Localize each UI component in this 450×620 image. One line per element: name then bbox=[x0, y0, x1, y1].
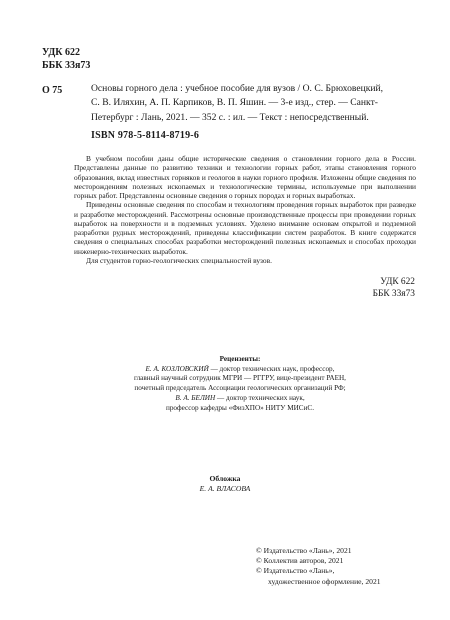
udk-code: УДК 622 bbox=[42, 47, 80, 58]
copyright-line-2: © Коллектив авторов, 2021 bbox=[256, 556, 344, 566]
copyright-line-4: художественное оформление, 2021 bbox=[268, 576, 381, 586]
reviewer-2-title: — доктор технических наук, bbox=[215, 393, 305, 402]
reviewers-block bbox=[65, 355, 415, 413]
udk-code-repeat: УДК 622 bbox=[380, 277, 415, 287]
reviewer-2-line-2: профессор кафедры «ФизХПО» НИТУ МИСиС. bbox=[165, 403, 315, 412]
bib-line-3: Петербург : Лань, 2021. — 352 с. : ил. — Текст : непосредственный. bbox=[91, 111, 369, 123]
classification-block bbox=[42, 46, 90, 72]
cover-credit bbox=[125, 474, 325, 493]
bib-line-2: С. В. Иляхин, А. П. Карпиков, В. П. Яшин. — 3-е изд., стер. — Санкт- bbox=[91, 97, 378, 109]
reviewer-2-name: В. А. БЕЛИН bbox=[175, 393, 216, 402]
annotation bbox=[74, 154, 416, 265]
annotation-paragraph-2: Приведены основные сведения по способам и технологиям проведения горных выработок при разведке и разработке месторождений. Рассмотрены основные производственные процессы при проведении горных выработок на поверхности и в подземных условиях. Уделено внимание основам открытой и подземной разработки рудных месторождений, приведены классификации систем разработок. В книге содержатся сведения о специальных способах разработки месторождений полезных ископаемых и способах проходки инженерно-технических выработок. bbox=[74, 200, 416, 256]
reviewer-1-name: Е. А. КОЗЛОВСКИЙ bbox=[145, 364, 209, 373]
copyright-line-3: © Издательство «Лань», bbox=[256, 566, 335, 576]
bibliographic-description bbox=[91, 82, 416, 125]
reviewer-1-line-3: почетный председатель Ассоциации геологических организаций РФ; bbox=[134, 384, 346, 393]
reviewers-heading: Рецензенты: bbox=[219, 355, 261, 363]
annotation-paragraph-3: Для студентов горно-геологических специальностей вузов. bbox=[86, 255, 272, 265]
copyright-line-1: © Издательство «Лань», 2021 bbox=[256, 546, 352, 555]
cover-designer: Е. А. ВЛАСОВА bbox=[199, 483, 251, 493]
cover-heading: Обложка bbox=[209, 474, 241, 483]
copyright-block bbox=[256, 546, 426, 587]
bib-line-1: Основы горного дела : учебное пособие для вузов / О. С. Брюховецкий, bbox=[91, 83, 384, 94]
annotation-paragraph-1: В учебном пособии даны общие исторические сведения о становлении горного дела в России. Представлены данные по развитию техники и технологии горных работ, этапы становления горного образования, вклад известных горняков и геологов в науки горного профиля. Изложены общие сведения по месторождениям полезных ископаемых и технологические термины, используемые при выполнении горных работ. Представлены основные сведения о горных породах и горных выработках. bbox=[74, 154, 416, 200]
reviewer-1-title: — доктор технических наук, профессор, bbox=[208, 364, 335, 373]
bbk-code: ББК 33я73 bbox=[42, 60, 91, 71]
reviewer-1-line-1 bbox=[65, 365, 415, 375]
reviewer-2-line-1 bbox=[65, 394, 415, 404]
classification-repeat-block bbox=[345, 277, 415, 300]
reviewer-1-line-2: главный научный сотрудник МГРИ — РГГРУ, вице-президент РАЕН, bbox=[134, 374, 346, 383]
bbk-code-repeat: ББК 33я73 bbox=[372, 288, 415, 299]
isbn: ISBN 978-5-8114-8719-6 bbox=[91, 130, 200, 141]
author-code: О 75 bbox=[42, 85, 63, 96]
